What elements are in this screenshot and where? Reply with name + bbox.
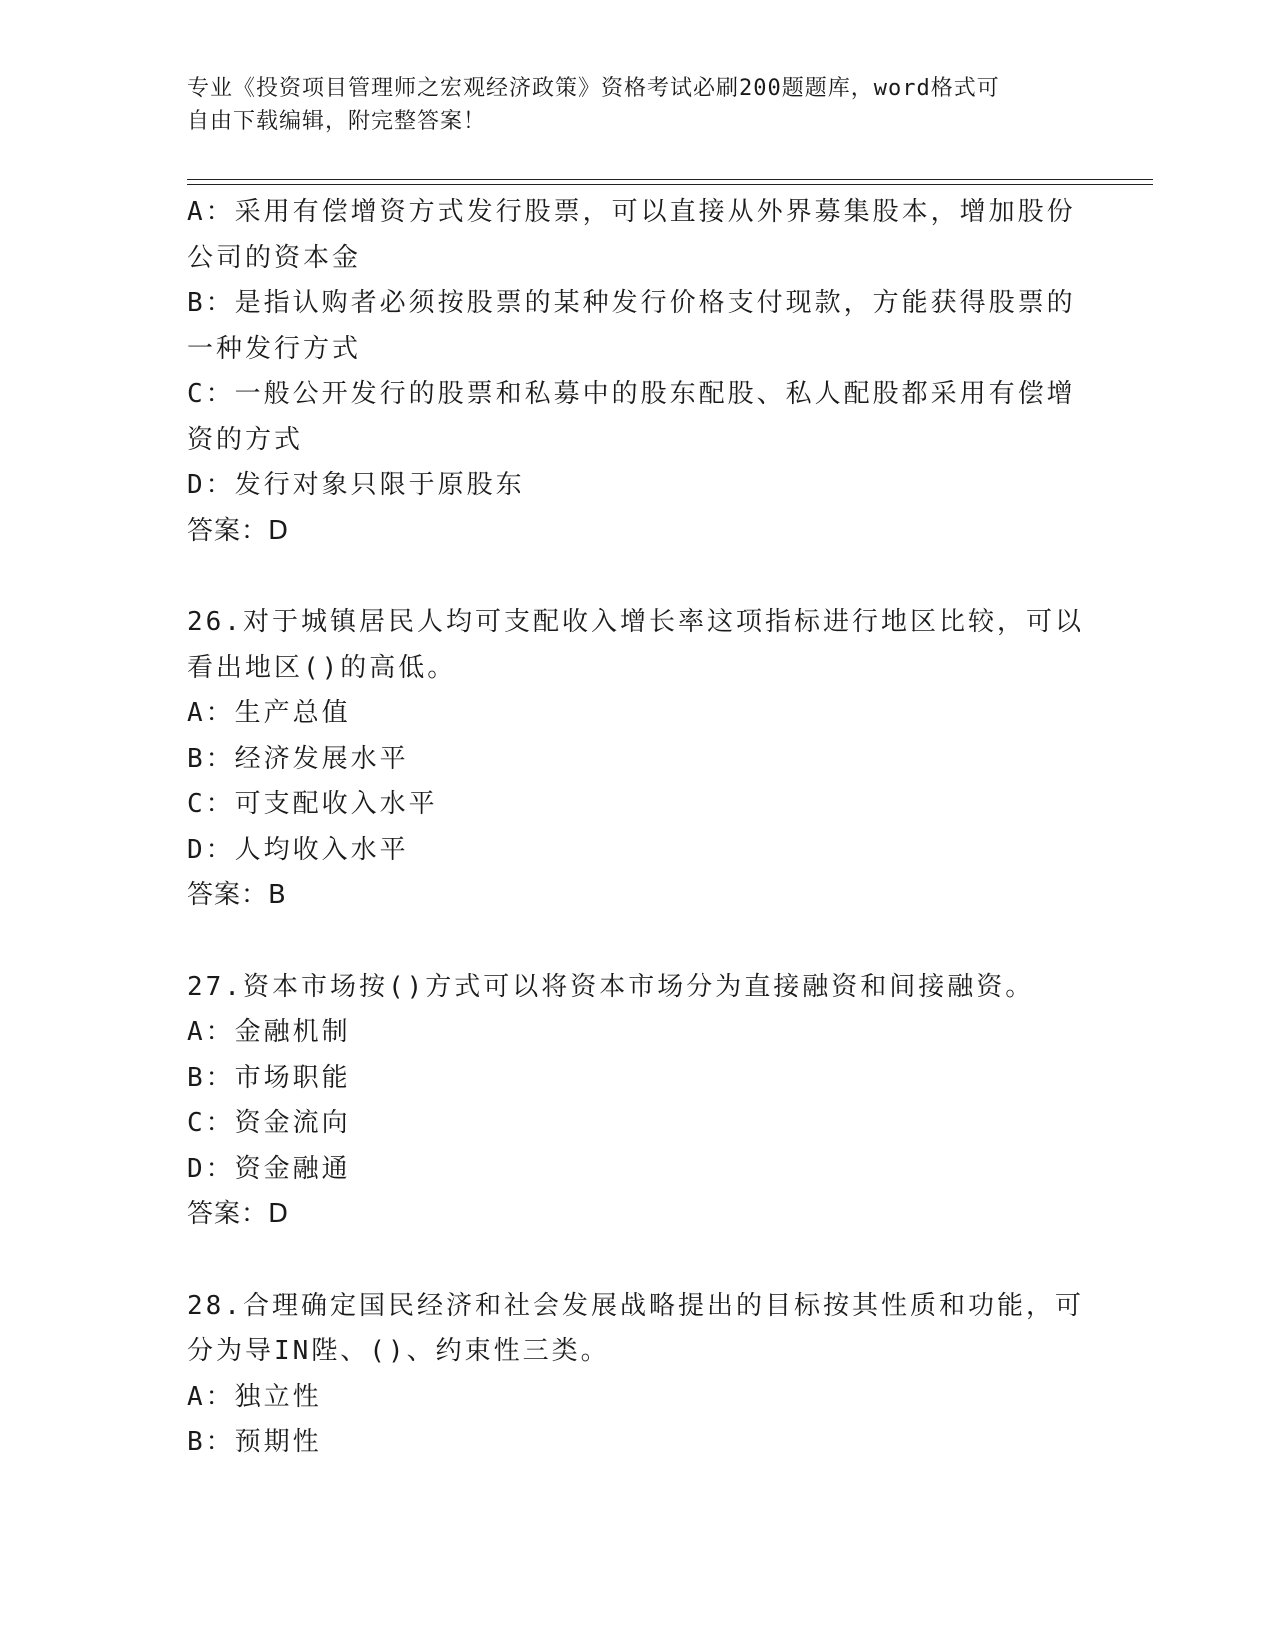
question-27 <box>187 965 1087 1238</box>
option-a-line-1: A：采用有偿增资方式发行股票，可以直接从外界募集股本，增加股份 <box>187 197 1076 227</box>
question-stem-line-1: 28.合理确定国民经济和社会发展战略提出的目标按其性质和功能，可 <box>187 1290 1084 1321</box>
option-c: C：可支配收入水平 <box>187 789 438 819</box>
option-a: A：生产总值 <box>187 698 351 728</box>
question-body <box>187 190 1087 1466</box>
answer-line: 答案：B <box>187 880 287 910</box>
option-b: B：市场职能 <box>187 1062 351 1093</box>
option-b-line-2: 一种发行方式 <box>187 333 362 364</box>
header-divider-bottom <box>187 184 1153 185</box>
spacer <box>187 1238 1087 1284</box>
header-line-1: 专业《投资项目管理师之宏观经济政策》资格考试必刷200题题库，word格式可 <box>187 76 1000 101</box>
option-d: D：发行对象只限于原股东 <box>187 470 525 500</box>
option-d: D：人均收入水平 <box>187 834 409 865</box>
option-a-line-2: 公司的资本金 <box>187 242 362 273</box>
answer-line: 答案：D <box>187 1199 290 1229</box>
question-stem-line-2: 分为导IN陛、()、约束性三类。 <box>187 1336 610 1366</box>
question-28 <box>187 1284 1087 1466</box>
header-line-2: 自由下载编辑，附完整答案！ <box>187 109 487 134</box>
question-stem-line-1: 26.对于城镇居民人均可支配收入增长率这项指标进行地区比较，可以 <box>187 607 1084 637</box>
spacer <box>187 554 1087 600</box>
option-b-line-1: B：是指认购者必须按股票的某种发行价格支付现款，方能获得股票的 <box>187 288 1076 318</box>
question-25-options <box>187 190 1087 554</box>
question-stem-line-2: 看出地区()的高低。 <box>187 652 457 683</box>
option-b: B：经济发展水平 <box>187 743 409 774</box>
option-c: C：资金流向 <box>187 1108 351 1138</box>
document-header <box>187 72 1067 138</box>
option-d: D：资金融通 <box>187 1153 351 1184</box>
spacer <box>187 919 1087 965</box>
option-c-line-2: 资的方式 <box>187 424 304 455</box>
header-divider-top <box>187 179 1153 180</box>
question-stem-line-1: 27.资本市场按()方式可以将资本市场分为直接融资和间接融资。 <box>187 971 1035 1002</box>
question-26 <box>187 600 1087 919</box>
option-a: A：金融机制 <box>187 1017 351 1047</box>
answer-line: 答案：D <box>187 515 290 546</box>
option-c-line-1: C：一般公开发行的股票和私募中的股东配股、私人配股都采用有偿增 <box>187 379 1076 409</box>
option-a: A：独立性 <box>187 1381 322 1412</box>
option-b: B：预期性 <box>187 1427 322 1457</box>
